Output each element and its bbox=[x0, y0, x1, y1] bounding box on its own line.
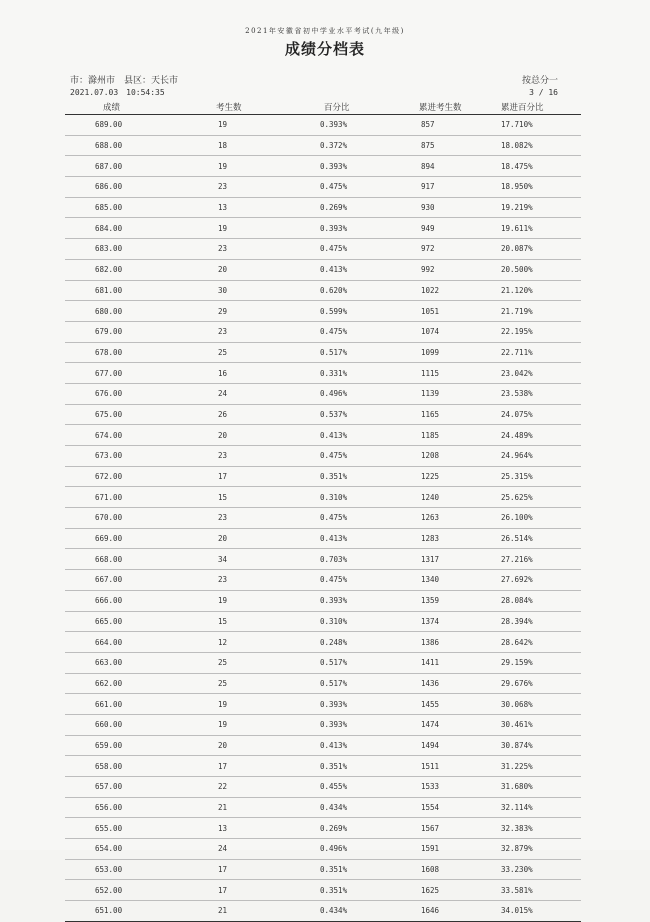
cell-cumulative-percent: 31.225% bbox=[501, 756, 581, 777]
cell-count: 17 bbox=[210, 880, 316, 901]
cell-count: 26 bbox=[210, 404, 316, 425]
cell-percent: 0.248% bbox=[316, 632, 419, 653]
cell-percent: 0.393% bbox=[316, 218, 419, 239]
cell-count: 20 bbox=[210, 259, 316, 280]
cell-count: 20 bbox=[210, 735, 316, 756]
cell-percent: 0.393% bbox=[316, 115, 419, 136]
cell-percent: 0.537% bbox=[316, 404, 419, 425]
cell-percent: 0.475% bbox=[316, 508, 419, 529]
table-row bbox=[65, 280, 581, 301]
table-row bbox=[65, 818, 581, 839]
cell-cumulative-percent: 23.538% bbox=[501, 383, 581, 404]
cell-score: 680.00 bbox=[65, 301, 210, 322]
cell-percent: 0.434% bbox=[316, 797, 419, 818]
cell-score: 679.00 bbox=[65, 321, 210, 342]
cell-cumulative-percent: 27.692% bbox=[501, 570, 581, 591]
cell-count: 20 bbox=[210, 528, 316, 549]
table-row bbox=[65, 218, 581, 239]
cell-count: 25 bbox=[210, 652, 316, 673]
cell-score: 651.00 bbox=[65, 901, 210, 922]
table-row bbox=[65, 549, 581, 570]
table-header-row bbox=[65, 100, 581, 115]
cell-score: 663.00 bbox=[65, 652, 210, 673]
cell-cumulative-percent: 34.015% bbox=[501, 901, 581, 922]
cell-cumulative-count: 1374 bbox=[419, 611, 501, 632]
cell-percent: 0.269% bbox=[316, 197, 419, 218]
cell-percent: 0.393% bbox=[316, 156, 419, 177]
table-row bbox=[65, 197, 581, 218]
column-header-score: 成绩 bbox=[65, 100, 210, 115]
table-row bbox=[65, 673, 581, 694]
meta-right bbox=[522, 75, 558, 99]
table-row bbox=[65, 156, 581, 177]
cell-cumulative-count: 1554 bbox=[419, 797, 501, 818]
cell-cumulative-percent: 30.461% bbox=[501, 714, 581, 735]
cell-cumulative-count: 1022 bbox=[419, 280, 501, 301]
table-row bbox=[65, 777, 581, 798]
cell-cumulative-percent: 19.611% bbox=[501, 218, 581, 239]
cell-score: 658.00 bbox=[65, 756, 210, 777]
cell-cumulative-percent: 23.042% bbox=[501, 363, 581, 384]
cell-score: 657.00 bbox=[65, 777, 210, 798]
cell-cumulative-percent: 25.315% bbox=[501, 466, 581, 487]
cell-percent: 0.393% bbox=[316, 694, 419, 715]
table-row bbox=[65, 115, 581, 136]
cell-percent: 0.269% bbox=[316, 818, 419, 839]
cell-cumulative-count: 1494 bbox=[419, 735, 501, 756]
table-row bbox=[65, 301, 581, 322]
cell-percent: 0.475% bbox=[316, 239, 419, 260]
table-row bbox=[65, 239, 581, 260]
cell-count: 19 bbox=[210, 115, 316, 136]
cell-percent: 0.413% bbox=[316, 425, 419, 446]
cell-count: 21 bbox=[210, 901, 316, 922]
cell-cumulative-count: 1283 bbox=[419, 528, 501, 549]
table-row bbox=[65, 177, 581, 198]
cell-cumulative-percent: 20.500% bbox=[501, 259, 581, 280]
cell-percent: 0.351% bbox=[316, 756, 419, 777]
cell-count: 19 bbox=[210, 156, 316, 177]
cell-count: 19 bbox=[210, 694, 316, 715]
cell-percent: 0.310% bbox=[316, 611, 419, 632]
cell-cumulative-percent: 32.114% bbox=[501, 797, 581, 818]
cell-percent: 0.310% bbox=[316, 487, 419, 508]
column-header-cumulative-percent: 累进百分比 bbox=[501, 100, 581, 115]
cell-cumulative-count: 857 bbox=[419, 115, 501, 136]
cell-count: 23 bbox=[210, 446, 316, 467]
table-row bbox=[65, 508, 581, 529]
cell-cumulative-count: 949 bbox=[419, 218, 501, 239]
cell-cumulative-count: 917 bbox=[419, 177, 501, 198]
cell-cumulative-percent: 24.964% bbox=[501, 446, 581, 467]
cell-cumulative-percent: 18.950% bbox=[501, 177, 581, 198]
table-row bbox=[65, 446, 581, 467]
cell-percent: 0.517% bbox=[316, 673, 419, 694]
cell-cumulative-percent: 26.100% bbox=[501, 508, 581, 529]
cell-cumulative-count: 1099 bbox=[419, 342, 501, 363]
cell-count: 17 bbox=[210, 756, 316, 777]
cell-cumulative-count: 1359 bbox=[419, 590, 501, 611]
table-row bbox=[65, 714, 581, 735]
cell-cumulative-count: 1625 bbox=[419, 880, 501, 901]
cell-score: 653.00 bbox=[65, 859, 210, 880]
cell-count: 19 bbox=[210, 218, 316, 239]
column-header-percent: 百分比 bbox=[316, 100, 419, 115]
column-header-count: 考生数 bbox=[210, 100, 316, 115]
cell-count: 24 bbox=[210, 383, 316, 404]
cell-percent: 0.475% bbox=[316, 321, 419, 342]
cell-score: 681.00 bbox=[65, 280, 210, 301]
cell-cumulative-percent: 29.159% bbox=[501, 652, 581, 673]
cell-percent: 0.331% bbox=[316, 363, 419, 384]
cell-percent: 0.599% bbox=[316, 301, 419, 322]
cell-score: 678.00 bbox=[65, 342, 210, 363]
table-row bbox=[65, 652, 581, 673]
cell-cumulative-count: 1386 bbox=[419, 632, 501, 653]
cell-percent: 0.517% bbox=[316, 342, 419, 363]
cell-cumulative-count: 1317 bbox=[419, 549, 501, 570]
cell-score: 670.00 bbox=[65, 508, 210, 529]
cell-percent: 0.475% bbox=[316, 570, 419, 591]
cell-score: 671.00 bbox=[65, 487, 210, 508]
cell-count: 25 bbox=[210, 342, 316, 363]
cell-percent: 0.434% bbox=[316, 901, 419, 922]
table-row bbox=[65, 632, 581, 653]
cell-cumulative-count: 1074 bbox=[419, 321, 501, 342]
cell-cumulative-percent: 24.489% bbox=[501, 425, 581, 446]
cell-count: 25 bbox=[210, 673, 316, 694]
exam-title: 2021年安徽省初中学业水平考试(九年级) bbox=[245, 27, 405, 35]
table-row bbox=[65, 321, 581, 342]
cell-cumulative-percent: 27.216% bbox=[501, 549, 581, 570]
sort-label: 按总分一 bbox=[521, 76, 558, 86]
table-row bbox=[65, 611, 581, 632]
cell-cumulative-count: 1511 bbox=[419, 756, 501, 777]
cell-percent: 0.351% bbox=[316, 466, 419, 487]
cell-cumulative-percent: 32.879% bbox=[501, 839, 581, 860]
cell-cumulative-count: 1139 bbox=[419, 383, 501, 404]
cell-cumulative-percent: 22.711% bbox=[501, 342, 581, 363]
cell-percent: 0.517% bbox=[316, 652, 419, 673]
cell-count: 13 bbox=[210, 818, 316, 839]
cell-percent: 0.413% bbox=[316, 528, 419, 549]
cell-cumulative-percent: 17.710% bbox=[501, 115, 581, 136]
cell-cumulative-count: 1263 bbox=[419, 508, 501, 529]
cell-percent: 0.351% bbox=[316, 859, 419, 880]
cell-cumulative-percent: 21.120% bbox=[501, 280, 581, 301]
cell-count: 19 bbox=[210, 590, 316, 611]
cell-cumulative-count: 1225 bbox=[419, 466, 501, 487]
table-row bbox=[65, 590, 581, 611]
column-header-cumulative-count: 累进考生数 bbox=[419, 100, 501, 115]
cell-score: 666.00 bbox=[65, 590, 210, 611]
cell-count: 23 bbox=[210, 570, 316, 591]
cell-score: 677.00 bbox=[65, 363, 210, 384]
cell-cumulative-percent: 29.676% bbox=[501, 673, 581, 694]
cell-score: 656.00 bbox=[65, 797, 210, 818]
page-number: 3 / 16 bbox=[529, 88, 558, 97]
cell-score: 664.00 bbox=[65, 632, 210, 653]
table-row bbox=[65, 259, 581, 280]
table-row bbox=[65, 487, 581, 508]
cell-percent: 0.455% bbox=[316, 777, 419, 798]
cell-cumulative-count: 1165 bbox=[419, 404, 501, 425]
cell-score: 685.00 bbox=[65, 197, 210, 218]
cell-cumulative-percent: 31.680% bbox=[501, 777, 581, 798]
meta-left bbox=[70, 75, 178, 99]
cell-score: 675.00 bbox=[65, 404, 210, 425]
cell-score: 674.00 bbox=[65, 425, 210, 446]
cell-count: 17 bbox=[210, 466, 316, 487]
cell-cumulative-percent: 32.383% bbox=[501, 818, 581, 839]
table-row bbox=[65, 404, 581, 425]
cell-cumulative-percent: 22.195% bbox=[501, 321, 581, 342]
cell-count: 22 bbox=[210, 777, 316, 798]
table-body bbox=[65, 115, 581, 922]
cell-cumulative-percent: 21.719% bbox=[501, 301, 581, 322]
cell-percent: 0.351% bbox=[316, 880, 419, 901]
cell-cumulative-count: 1115 bbox=[419, 363, 501, 384]
cell-count: 24 bbox=[210, 839, 316, 860]
cell-count: 12 bbox=[210, 632, 316, 653]
cell-count: 23 bbox=[210, 321, 316, 342]
cell-score: 682.00 bbox=[65, 259, 210, 280]
table-row bbox=[65, 756, 581, 777]
table-row bbox=[65, 363, 581, 384]
table-row bbox=[65, 425, 581, 446]
cell-count: 20 bbox=[210, 425, 316, 446]
cell-cumulative-percent: 24.075% bbox=[501, 404, 581, 425]
cell-percent: 0.393% bbox=[316, 590, 419, 611]
table-row bbox=[65, 901, 581, 922]
table-row bbox=[65, 570, 581, 591]
table-row bbox=[65, 735, 581, 756]
cell-score: 654.00 bbox=[65, 839, 210, 860]
table-row bbox=[65, 880, 581, 901]
timestamp: 2021.07.03 10:54:35 bbox=[70, 88, 165, 97]
cell-cumulative-percent: 25.625% bbox=[501, 487, 581, 508]
table-row bbox=[65, 859, 581, 880]
table-row bbox=[65, 383, 581, 404]
cell-cumulative-count: 1646 bbox=[419, 901, 501, 922]
cell-cumulative-count: 1208 bbox=[419, 446, 501, 467]
cell-cumulative-count: 992 bbox=[419, 259, 501, 280]
table-row bbox=[65, 839, 581, 860]
table-row bbox=[65, 797, 581, 818]
cell-score: 686.00 bbox=[65, 177, 210, 198]
cell-cumulative-count: 972 bbox=[419, 239, 501, 260]
cell-cumulative-count: 1567 bbox=[419, 818, 501, 839]
cell-score: 672.00 bbox=[65, 466, 210, 487]
cell-count: 19 bbox=[210, 714, 316, 735]
cell-count: 16 bbox=[210, 363, 316, 384]
cell-cumulative-count: 1185 bbox=[419, 425, 501, 446]
cell-count: 34 bbox=[210, 549, 316, 570]
region-label: 市：滁州市 县区：天长市 bbox=[70, 76, 179, 86]
table-row bbox=[65, 528, 581, 549]
cell-count: 18 bbox=[210, 135, 316, 156]
cell-percent: 0.413% bbox=[316, 735, 419, 756]
cell-percent: 0.620% bbox=[316, 280, 419, 301]
cell-percent: 0.413% bbox=[316, 259, 419, 280]
table-row bbox=[65, 466, 581, 487]
cell-cumulative-count: 875 bbox=[419, 135, 501, 156]
cell-percent: 0.475% bbox=[316, 177, 419, 198]
cell-cumulative-count: 1608 bbox=[419, 859, 501, 880]
cell-cumulative-count: 930 bbox=[419, 197, 501, 218]
cell-cumulative-count: 1591 bbox=[419, 839, 501, 860]
table-row bbox=[65, 694, 581, 715]
cell-cumulative-percent: 20.087% bbox=[501, 239, 581, 260]
cell-cumulative-percent: 19.219% bbox=[501, 197, 581, 218]
cell-percent: 0.393% bbox=[316, 714, 419, 735]
cell-score: 661.00 bbox=[65, 694, 210, 715]
cell-cumulative-percent: 30.068% bbox=[501, 694, 581, 715]
cell-cumulative-percent: 28.642% bbox=[501, 632, 581, 653]
cell-cumulative-count: 894 bbox=[419, 156, 501, 177]
table-row bbox=[65, 342, 581, 363]
cell-score: 689.00 bbox=[65, 115, 210, 136]
cell-percent: 0.496% bbox=[316, 383, 419, 404]
cell-score: 683.00 bbox=[65, 239, 210, 260]
page-title: 成绩分档表 bbox=[284, 40, 365, 58]
cell-cumulative-count: 1436 bbox=[419, 673, 501, 694]
cell-count: 30 bbox=[210, 280, 316, 301]
cell-cumulative-count: 1455 bbox=[419, 694, 501, 715]
cell-count: 23 bbox=[210, 239, 316, 260]
cell-score: 668.00 bbox=[65, 549, 210, 570]
table-row bbox=[65, 135, 581, 156]
cell-score: 667.00 bbox=[65, 570, 210, 591]
score-table bbox=[65, 100, 581, 922]
cell-cumulative-percent: 33.230% bbox=[501, 859, 581, 880]
cell-score: 652.00 bbox=[65, 880, 210, 901]
cell-cumulative-count: 1340 bbox=[419, 570, 501, 591]
cell-cumulative-percent: 30.874% bbox=[501, 735, 581, 756]
cell-cumulative-percent: 18.082% bbox=[501, 135, 581, 156]
cell-percent: 0.496% bbox=[316, 839, 419, 860]
cell-cumulative-percent: 18.475% bbox=[501, 156, 581, 177]
cell-count: 15 bbox=[210, 487, 316, 508]
cell-count: 29 bbox=[210, 301, 316, 322]
cell-cumulative-percent: 28.084% bbox=[501, 590, 581, 611]
cell-score: 688.00 bbox=[65, 135, 210, 156]
cell-count: 15 bbox=[210, 611, 316, 632]
cell-percent: 0.372% bbox=[316, 135, 419, 156]
cell-cumulative-count: 1240 bbox=[419, 487, 501, 508]
cell-score: 676.00 bbox=[65, 383, 210, 404]
cell-count: 17 bbox=[210, 859, 316, 880]
cell-score: 662.00 bbox=[65, 673, 210, 694]
cell-percent: 0.703% bbox=[316, 549, 419, 570]
cell-score: 665.00 bbox=[65, 611, 210, 632]
cell-count: 23 bbox=[210, 508, 316, 529]
cell-count: 21 bbox=[210, 797, 316, 818]
cell-cumulative-percent: 26.514% bbox=[501, 528, 581, 549]
cell-score: 687.00 bbox=[65, 156, 210, 177]
cell-score: 673.00 bbox=[65, 446, 210, 467]
cell-cumulative-percent: 28.394% bbox=[501, 611, 581, 632]
cell-score: 655.00 bbox=[65, 818, 210, 839]
cell-score: 684.00 bbox=[65, 218, 210, 239]
cell-score: 669.00 bbox=[65, 528, 210, 549]
cell-percent: 0.475% bbox=[316, 446, 419, 467]
cell-score: 659.00 bbox=[65, 735, 210, 756]
cell-cumulative-count: 1533 bbox=[419, 777, 501, 798]
cell-cumulative-count: 1411 bbox=[419, 652, 501, 673]
cell-cumulative-percent: 33.581% bbox=[501, 880, 581, 901]
cell-cumulative-count: 1051 bbox=[419, 301, 501, 322]
cell-count: 23 bbox=[210, 177, 316, 198]
cell-cumulative-count: 1474 bbox=[419, 714, 501, 735]
cell-score: 660.00 bbox=[65, 714, 210, 735]
cell-count: 13 bbox=[210, 197, 316, 218]
